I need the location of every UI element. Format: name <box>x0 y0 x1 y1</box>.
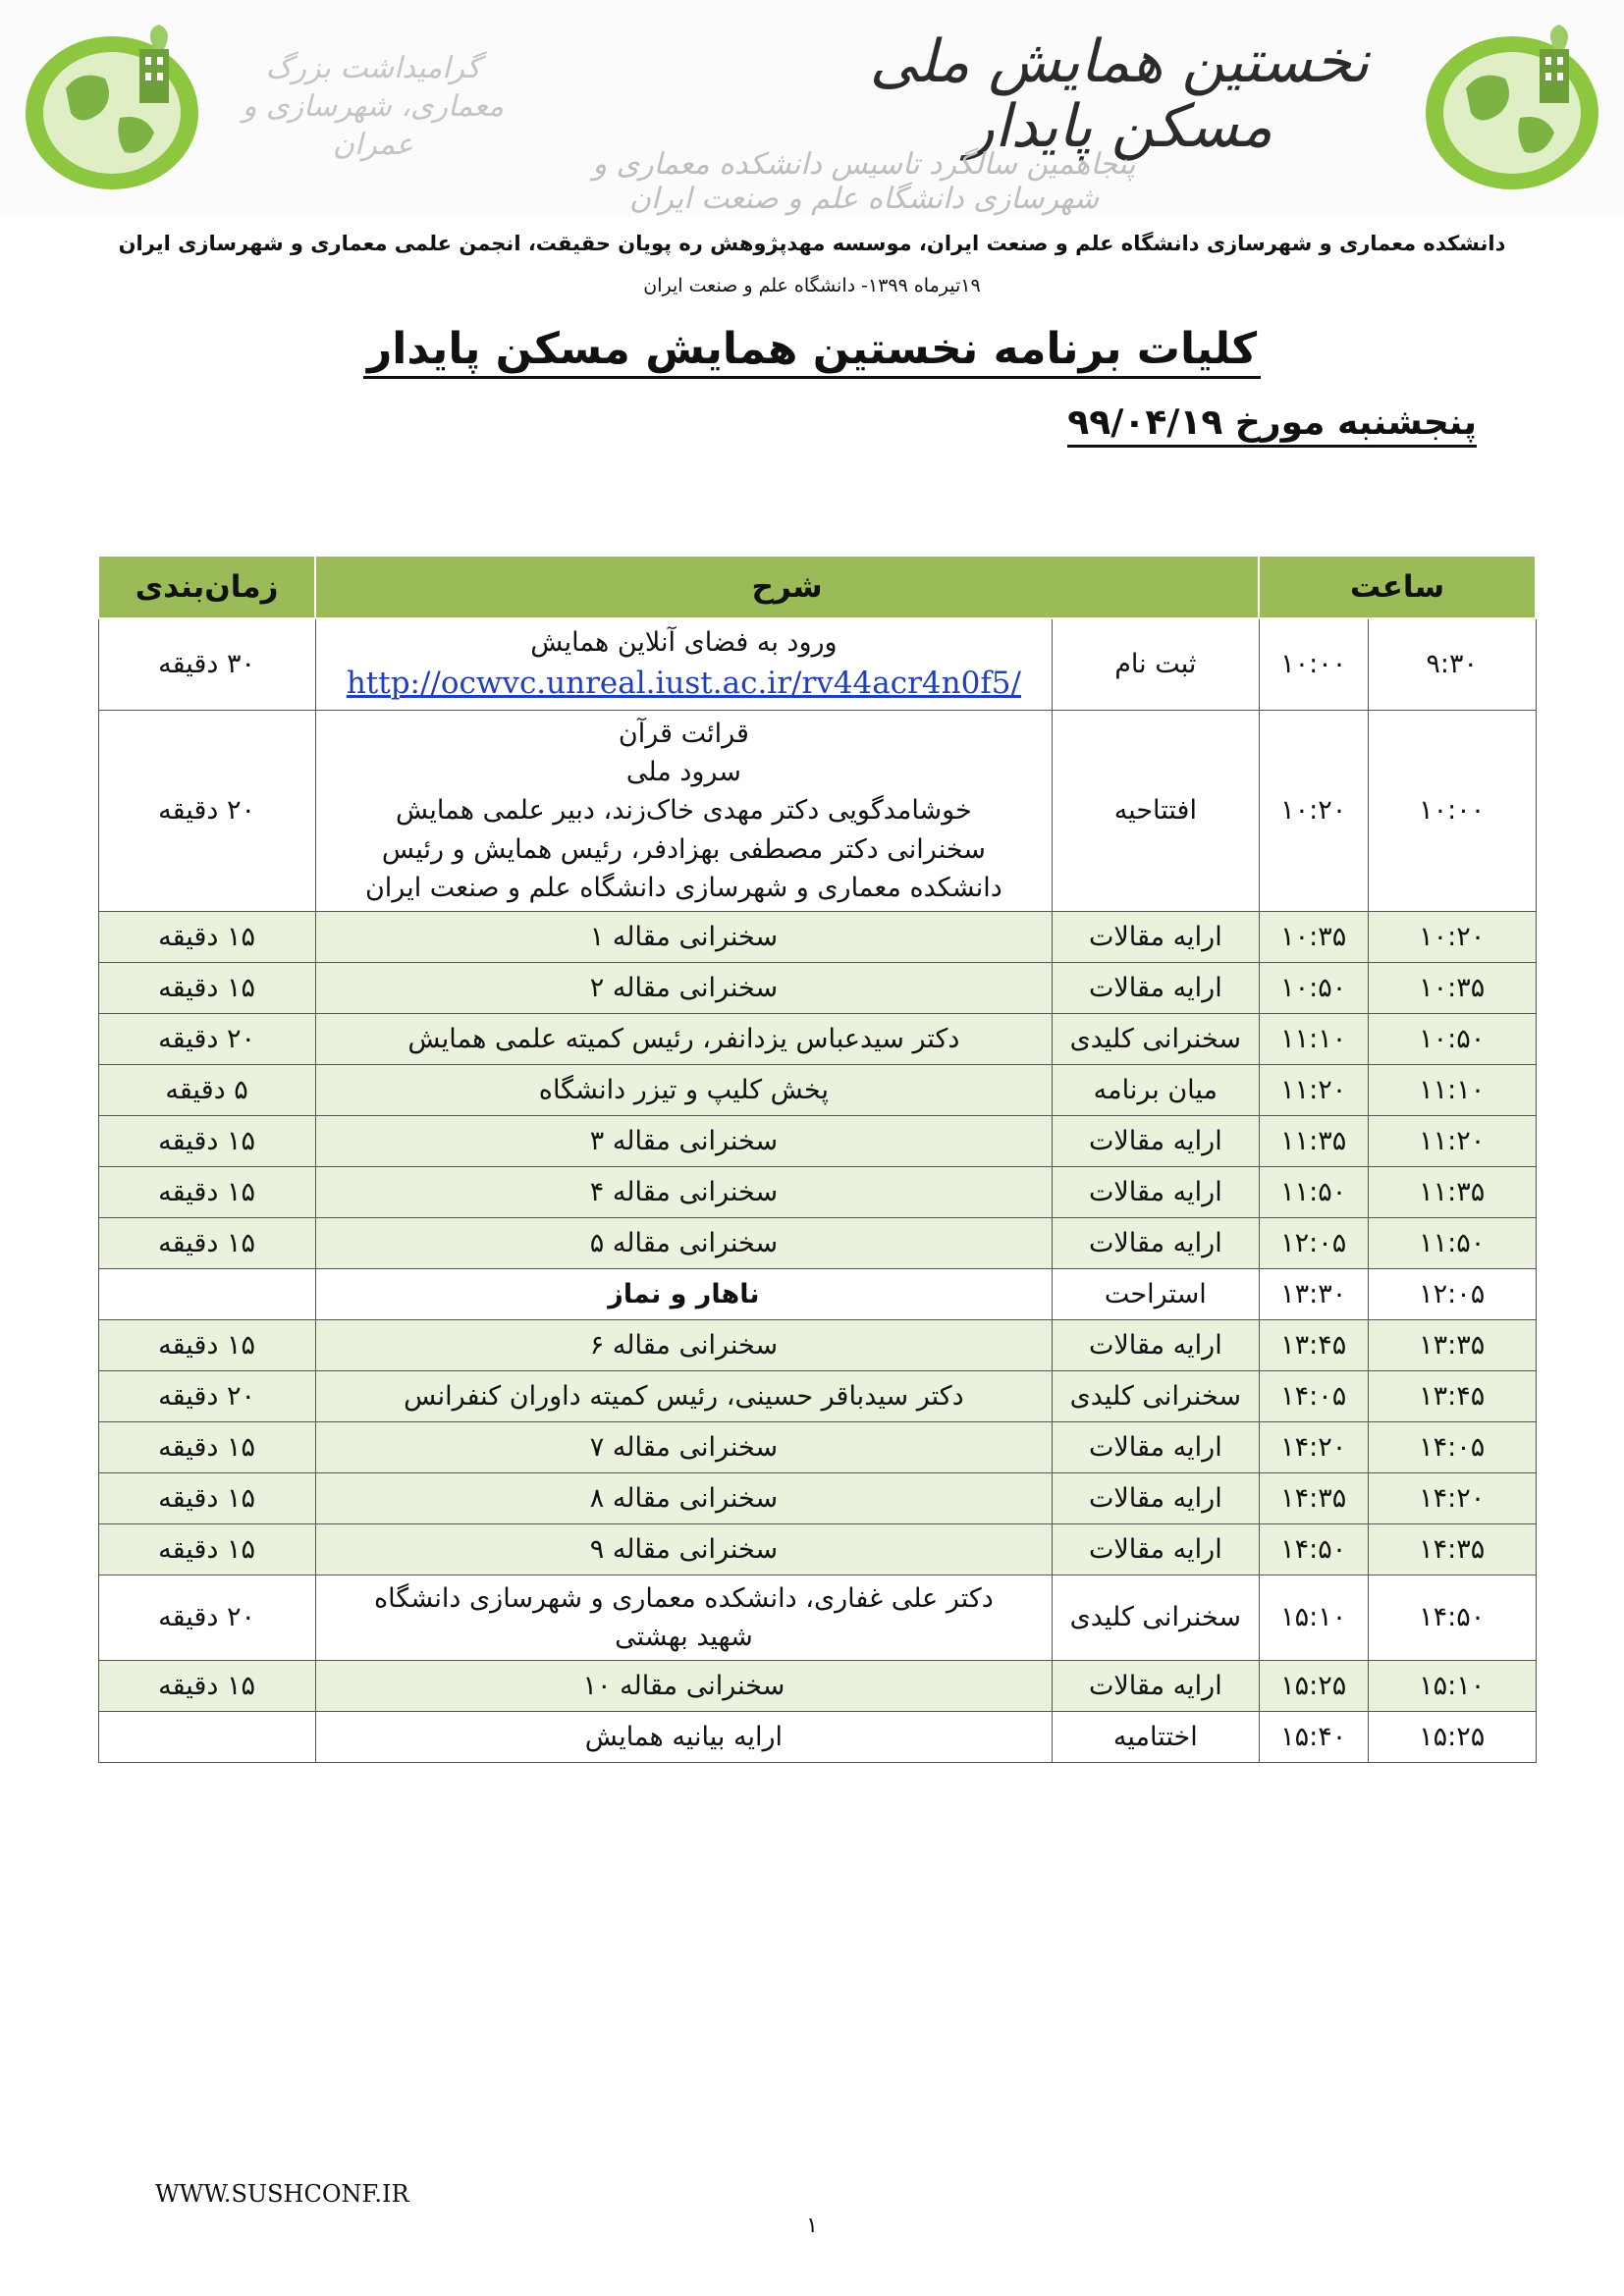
description-cell <box>315 1013 1053 1064</box>
session-type-cell: ارایه مقالات <box>1053 911 1259 962</box>
end-time-cell: ۱۵:۴۰ <box>1259 1712 1368 1763</box>
globe-logo-icon <box>1422 20 1603 196</box>
description-cell <box>315 1575 1053 1660</box>
description-line: پخش کلیپ و تیزر دانشگاه <box>538 1074 829 1105</box>
description-line: سخنرانی دکتر مصطفی بهزادفر، رئیس همایش و رئیس <box>381 833 986 865</box>
organizers-line: دانشکده معماری و شهرسازی دانشگاه علم و صنعت ایران، موسسه مهدپژوهش ره پویان حقیقت، انجمن علمی معماری و شهرسازی ایران <box>118 232 1506 255</box>
duration-cell: ۱۵ دقیقه <box>98 911 315 962</box>
description-line: سخنرانی مقاله ۲ <box>589 972 779 1003</box>
session-type-cell: سخنرانی کلیدی <box>1053 1013 1259 1064</box>
start-time-cell: ۱۲:۰۵ <box>1368 1268 1536 1319</box>
session-type-cell: ارایه مقالات <box>1053 1472 1259 1523</box>
session-type-cell: استراحت <box>1053 1268 1259 1319</box>
end-time-cell: ۱۱:۲۰ <box>1259 1064 1368 1115</box>
table-row <box>98 1421 1536 1472</box>
session-type-cell: ارایه مقالات <box>1053 1421 1259 1472</box>
session-type-cell: سخنرانی کلیدی <box>1053 1370 1259 1421</box>
duration-cell: ۱۵ دقیقه <box>98 1115 315 1166</box>
description-line: ورود به فضای آنلاین همایش <box>530 627 838 658</box>
end-time-cell: ۱۰:۳۵ <box>1259 911 1368 962</box>
table-row <box>98 1370 1536 1421</box>
end-time-cell: ۱۵:۲۵ <box>1259 1661 1368 1712</box>
table-row <box>98 911 1536 962</box>
description-cell <box>315 1217 1053 1268</box>
table-row <box>98 711 1536 912</box>
start-time-cell: ۱۵:۲۵ <box>1368 1712 1536 1763</box>
start-time-cell: ۹:۳۰ <box>1368 618 1536 711</box>
header-description: شرح <box>315 556 1259 618</box>
session-type-cell: ارایه مقالات <box>1053 1661 1259 1712</box>
schedule-body <box>98 618 1536 1763</box>
end-time-cell: ۱۴:۵۰ <box>1259 1523 1368 1575</box>
page-number: ۱ <box>806 2214 818 2238</box>
description-line: ناهار و نماز <box>608 1278 760 1309</box>
description-line: سخنرانی مقاله ۴ <box>589 1176 779 1207</box>
date-venue-line: ۱۹تیرماه ۱۳۹۹- دانشگاه علم و صنعت ایران <box>643 275 981 296</box>
banner-title: نخستین همایش ملی مسکن پایدار <box>869 27 1370 161</box>
duration-cell: ۲۰ دقیقه <box>98 1575 315 1660</box>
description-line: سخنرانی مقاله ۷ <box>589 1431 779 1463</box>
duration-cell: ۲۰ دقیقه <box>98 711 315 912</box>
description-line: دکتر سیدعباس یزدانفر، رئیس کمیته علمی همایش <box>407 1023 960 1054</box>
end-time-cell: ۱۱:۳۵ <box>1259 1115 1368 1166</box>
description-line: ارایه بیانیه همایش <box>584 1721 784 1752</box>
session-type-cell: ارایه مقالات <box>1053 962 1259 1013</box>
duration-cell: ۳۰ دقیقه <box>98 618 315 711</box>
start-time-cell: ۱۱:۳۵ <box>1368 1166 1536 1217</box>
table-row <box>98 1661 1536 1712</box>
table-row <box>98 1319 1536 1370</box>
end-time-cell: ۱۴:۰۵ <box>1259 1370 1368 1421</box>
end-time-cell: ۱۱:۱۰ <box>1259 1013 1368 1064</box>
session-type-cell: ارایه مقالات <box>1053 1523 1259 1575</box>
duration-cell <box>98 1268 315 1319</box>
table-row <box>98 1523 1536 1575</box>
session-type-cell: ارایه مقالات <box>1053 1166 1259 1217</box>
description-line: سخنرانی مقاله ۱۰ <box>582 1670 785 1701</box>
description-cell <box>315 1370 1053 1421</box>
duration-cell: ۱۵ دقیقه <box>98 1661 315 1712</box>
description-cell <box>315 1472 1053 1523</box>
start-time-cell: ۱۱:۲۰ <box>1368 1115 1536 1166</box>
duration-cell <box>98 1712 315 1763</box>
description-cell <box>315 1712 1053 1763</box>
description-cell <box>315 1166 1053 1217</box>
description-cell <box>315 1268 1053 1319</box>
description-cell <box>315 962 1053 1013</box>
header-time: ساعت <box>1259 556 1536 618</box>
duration-cell: ۱۵ دقیقه <box>98 1421 315 1472</box>
session-type-cell: افتتاحیه <box>1053 711 1259 912</box>
description-cell <box>315 1661 1053 1712</box>
end-time-cell: ۱۴:۲۰ <box>1259 1421 1368 1472</box>
description-cell <box>315 618 1053 711</box>
description-line: سخنرانی مقاله ۳ <box>589 1125 779 1156</box>
description-cell <box>315 711 1053 912</box>
end-time-cell: ۱۵:۱۰ <box>1259 1575 1368 1660</box>
start-time-cell: ۱۱:۵۰ <box>1368 1217 1536 1268</box>
end-time-cell: ۱۱:۵۰ <box>1259 1166 1368 1217</box>
duration-cell: ۱۵ دقیقه <box>98 1319 315 1370</box>
description-line: شهید بهشتی <box>615 1621 753 1652</box>
end-time-cell: ۱۳:۴۵ <box>1259 1319 1368 1370</box>
description-line: سخنرانی مقاله ۹ <box>589 1533 779 1565</box>
duration-cell: ۱۵ دقیقه <box>98 1217 315 1268</box>
session-type-cell: ارایه مقالات <box>1053 1115 1259 1166</box>
table-row <box>98 1064 1536 1115</box>
start-time-cell: ۱۰:۳۵ <box>1368 962 1536 1013</box>
day-date: پنجشنبه مورخ ۹۹/۰۴/۱۹ <box>1067 402 1477 448</box>
start-time-cell: ۱۴:۲۰ <box>1368 1472 1536 1523</box>
start-time-cell: ۱۰:۲۰ <box>1368 911 1536 962</box>
session-type-cell: ثبت نام <box>1053 618 1259 711</box>
table-row <box>98 1712 1536 1763</box>
description-line: سخنرانی مقاله ۶ <box>589 1329 779 1361</box>
description-line: دکتر علی غفاری، دانشکده معماری و شهرسازی دانشگاه <box>374 1582 994 1614</box>
start-time-cell: ۱۴:۰۵ <box>1368 1421 1536 1472</box>
description-line: سرود ملی <box>625 757 741 788</box>
start-time-cell: ۱۰:۵۰ <box>1368 1013 1536 1064</box>
description-cell <box>315 911 1053 962</box>
description-line: دکتر سیدباقر حسینی، رئیس کمیته داوران کنفرانس <box>404 1380 964 1412</box>
duration-cell: ۲۰ دقیقه <box>98 1013 315 1064</box>
end-time-cell: ۱۰:۵۰ <box>1259 962 1368 1013</box>
banner-subtitle: پنجاهمین سالگرد تاسیس دانشکده معماری و شهرسازی دانشگاه علم و صنعت ایران <box>592 147 1136 216</box>
start-time-cell: ۱۴:۵۰ <box>1368 1575 1536 1660</box>
globe-logo-icon <box>22 20 203 196</box>
description-line: دانشکده معماری و شهرسازی دانشگاه علم و صنعت ایران <box>364 872 1002 903</box>
description-line: سخنرانی مقاله ۵ <box>589 1227 779 1258</box>
description-cell <box>315 1523 1053 1575</box>
conference-banner <box>0 0 1624 216</box>
schedule-table <box>97 555 1537 1763</box>
end-time-cell: ۱۴:۳۵ <box>1259 1472 1368 1523</box>
session-type-cell: اختتامیه <box>1053 1712 1259 1763</box>
description-line: خوشامدگویی دکتر مهدی خاک‌زند، دبیر علمی همایش <box>395 795 972 827</box>
end-time-cell: ۱۰:۰۰ <box>1259 618 1368 711</box>
description-cell <box>315 1319 1053 1370</box>
session-type-cell: ارایه مقالات <box>1053 1217 1259 1268</box>
end-time-cell: ۱۲:۰۵ <box>1259 1217 1368 1268</box>
start-time-cell: ۱۳:۳۵ <box>1368 1319 1536 1370</box>
start-time-cell: ۱۵:۱۰ <box>1368 1661 1536 1712</box>
duration-cell: ۲۰ دقیقه <box>98 1370 315 1421</box>
online-event-link[interactable]: http://ocwvc.unreal.iust.ac.ir/rv44acr4n0f5/ <box>346 666 1021 702</box>
description-cell <box>315 1064 1053 1115</box>
description-line: سخنرانی مقاله ۱ <box>589 921 779 952</box>
table-row <box>98 1472 1536 1523</box>
start-time-cell: ۱۳:۴۵ <box>1368 1370 1536 1421</box>
duration-cell: ۵ دقیقه <box>98 1064 315 1115</box>
header-duration: زمان‌بندی <box>98 556 315 618</box>
table-row <box>98 1575 1536 1660</box>
table-header-row <box>98 556 1536 618</box>
start-time-cell: ۱۱:۱۰ <box>1368 1064 1536 1115</box>
table-row <box>98 1217 1536 1268</box>
session-type-cell: سخنرانی کلیدی <box>1053 1575 1259 1660</box>
description-cell <box>315 1421 1053 1472</box>
footer-website: WWW.SUSHCONF.IR <box>155 2180 409 2208</box>
duration-cell: ۱۵ دقیقه <box>98 1472 315 1523</box>
session-type-cell: ارایه مقالات <box>1053 1319 1259 1370</box>
table-row <box>98 1268 1536 1319</box>
page-title: کلیات برنامه نخستین همایش مسکن پایدار <box>363 324 1261 379</box>
banner-group-text: گرامیداشت بزرگ معماری، شهرسازی و عمران <box>242 51 504 162</box>
session-type-cell: میان برنامه <box>1053 1064 1259 1115</box>
duration-cell: ۱۵ دقیقه <box>98 1166 315 1217</box>
duration-cell: ۱۵ دقیقه <box>98 1523 315 1575</box>
table-row <box>98 962 1536 1013</box>
table-row <box>98 1115 1536 1166</box>
end-time-cell: ۱۰:۲۰ <box>1259 711 1368 912</box>
end-time-cell: ۱۳:۳۰ <box>1259 1268 1368 1319</box>
start-time-cell: ۱۰:۰۰ <box>1368 711 1536 912</box>
duration-cell: ۱۵ دقیقه <box>98 962 315 1013</box>
description-line: قرائت قرآن <box>618 719 749 750</box>
description-cell <box>315 1115 1053 1166</box>
table-row <box>98 1166 1536 1217</box>
description-line: سخنرانی مقاله ۸ <box>589 1482 779 1514</box>
start-time-cell: ۱۴:۳۵ <box>1368 1523 1536 1575</box>
table-row <box>98 618 1536 711</box>
page-title-wrap <box>0 324 1624 379</box>
table-row <box>98 1013 1536 1064</box>
